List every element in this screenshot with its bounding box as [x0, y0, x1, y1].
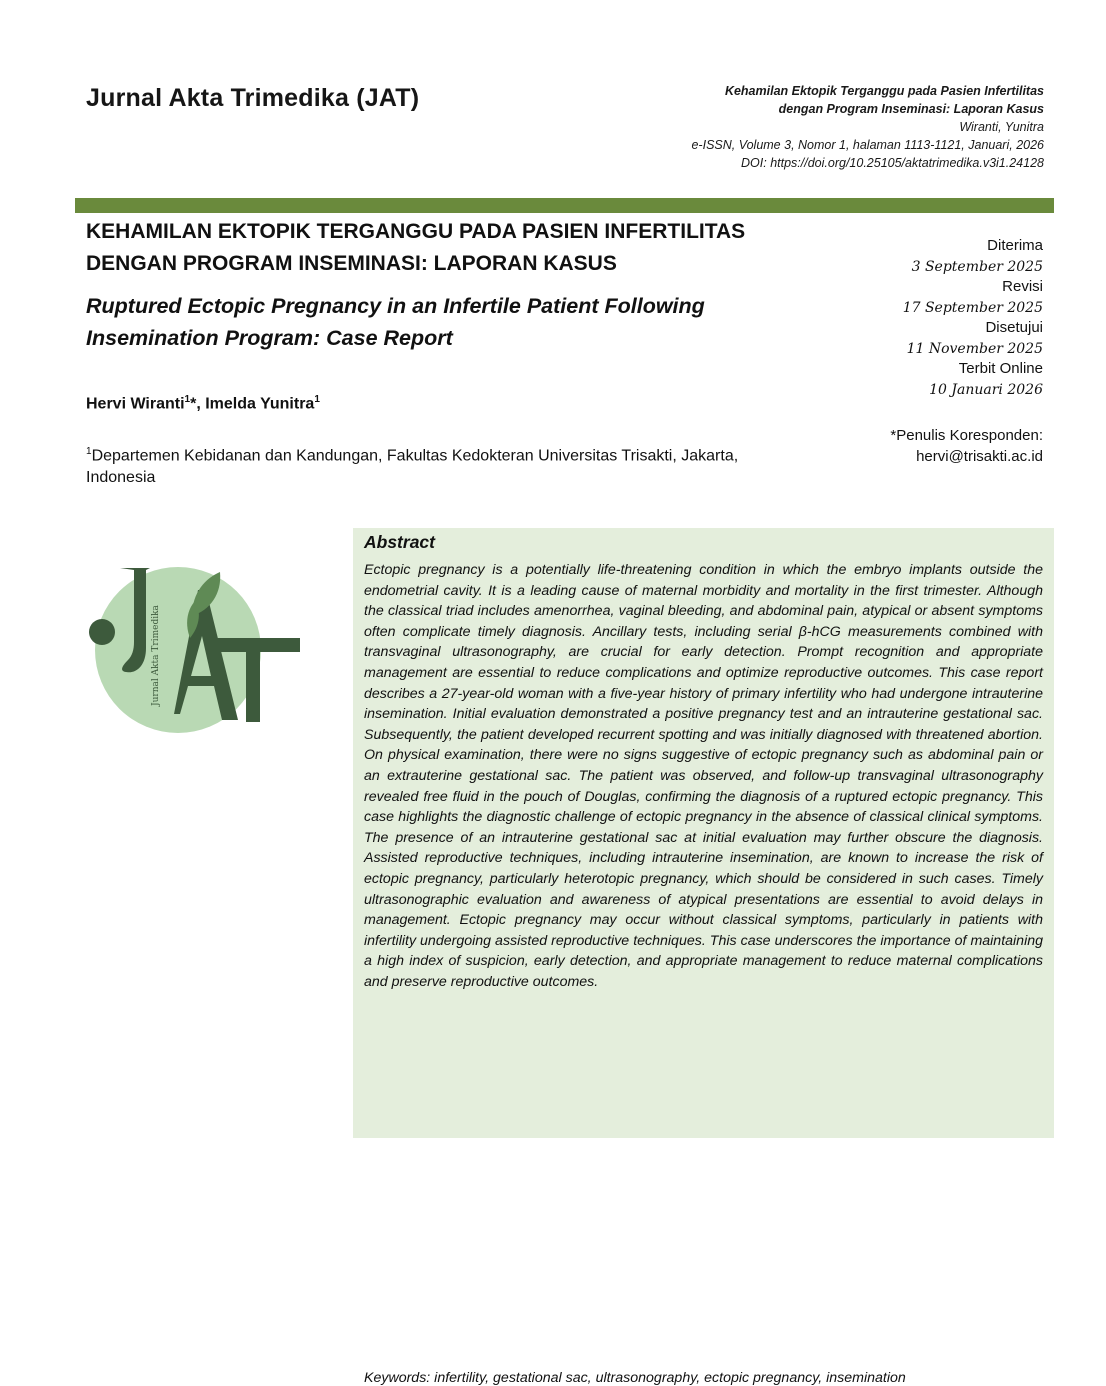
title-english-line2: Insemination Program: Case Report — [86, 326, 453, 350]
affiliation-mark: 1 — [86, 446, 92, 457]
title-indonesian — [86, 216, 806, 280]
doi-link[interactable]: DOI: https://doi.org/10.25105/aktatrimedika.v3i1.24128 — [741, 156, 1044, 170]
running-authors: Wiranti, Yunitra — [959, 120, 1044, 134]
title-indonesian-line1: KEHAMILAN EKTOPIK TERGANGGU PADA PASIEN INFERTILITAS — [86, 220, 746, 243]
author-2-name: Imelda Yunitra — [205, 395, 315, 413]
abstract-keywords: Keywords: infertility, gestational sac, ultrasonography, ectopic pregnancy, insemination — [364, 1370, 906, 1386]
author-separator: , — [196, 395, 206, 413]
issue-info: e-ISSN, Volume 3, Nomor 1, halaman 1113-1121, Januari, 2026 — [691, 138, 1044, 152]
running-head — [524, 82, 1044, 172]
running-title-line1: Kehamilan Ektopik Terganggu pada Pasien Infertilitas — [724, 84, 1044, 98]
received-label: Diterima — [987, 237, 1043, 254]
received-date: 3 September 2025 — [911, 258, 1043, 275]
correspondence — [783, 425, 1043, 467]
author-1-affiliation-mark: 1 — [184, 394, 191, 405]
abstract-text: Ectopic pregnancy is a potentially life-threatening condition in which the embryo implants outside the endometrial cavity. It is a leading cause of maternal morbidity and mortality in the first trimester. Although the classical triad includes amenorrhea, vaginal bleeding, and abdominal pain, atypical or absent symptoms often complicate timely diagnosis. Ancillary tests, including serial β-hCG measurements combined with transvaginal ultrasonography, are crucial for early detection. Prompt recognition and appropriate management are essential to reduce complications and optimize reproductive outcomes. This case report describes a 27-year-old woman with a five-year history of primary infertility who had undergone intrauterine insemination. Initial evaluation demonstrated a positive pregnancy test and an intrauterine gestational sac. Subsequently, the patient developed recurrent spotting and was initially diagnosed with threatened abortion. On physical examination, there were no signs suggestive of ectopic pregnancy such as abdominal pain or an extrauterine gestational sac. The patient was observed, and follow-up transvaginal ultrasonography revealed free fluid in the pouch of Douglas, confirming the diagnosis of a ruptured ectopic pregnancy. This case highlights the diagnostic challenge of ectopic pregnancy in the absence of classical clinical symptoms. The presence of an intrauterine gestational sac at initial evaluation may further obscure the diagnosis. Assisted reproductive techniques, including intrauterine insemination, are known to increase the risk of ectopic pregnancy, particularly heterotopic pregnancy, which should be considered in such cases. Timely ultrasonographic evaluation and awareness of atypical presentations are essential to avoid delays in management. Ectopic pregnancy may occur without classical symptoms, particularly in patients with infertility undergoing assisted reproductive techniques. This case underscores the importance of maintaining a high index of suspicion, early detection, and appropriate management to reduce maternal complications and preserve reproductive outcomes. — [364, 562, 1043, 990]
accepted-date: 11 November 2025 — [906, 340, 1043, 357]
correspondence-email[interactable]: hervi@trisakti.ac.id — [916, 448, 1043, 465]
revised-label: Revisi — [1002, 278, 1043, 295]
abstract-heading: Abstract — [364, 532, 435, 552]
affiliation-line1: Departemen Kebidanan dan Kandungan, Fakultas Kedokteran Universitas Trisakti, Jakarta, — [91, 447, 739, 465]
title-english-line1: Ruptured Ectopic Pregnancy in an Infertile Patient Following — [86, 294, 705, 318]
running-title-line2: dengan Program Inseminasi: Laporan Kasus — [778, 102, 1044, 116]
revised-date: 17 September 2025 — [902, 299, 1043, 316]
journal-name: Jurnal Akta Trimedika (JAT) — [86, 84, 420, 112]
author-1-name: Hervi Wiranti — [86, 395, 185, 413]
title-english — [86, 290, 806, 354]
accepted-label: Disetujui — [985, 319, 1043, 336]
logo-j-dot — [89, 619, 115, 645]
online-date: 10 Januari 2026 — [929, 381, 1043, 398]
journal-logo — [88, 556, 304, 738]
author-2-affiliation-mark: 1 — [314, 394, 320, 405]
header-divider — [75, 198, 1054, 213]
online-label: Terbit Online — [958, 360, 1043, 377]
logo-vertical-text: Jurnal Akta Trimedika — [151, 605, 161, 706]
article-dates — [803, 236, 1043, 400]
affiliation — [86, 441, 806, 489]
correspondence-label: *Penulis Koresponden: — [890, 427, 1043, 444]
affiliation-line2: Indonesia — [86, 469, 156, 487]
corresponding-author-mark: * — [190, 395, 197, 413]
title-indonesian-line2: DENGAN PROGRAM INSEMINASI: LAPORAN KASUS — [86, 252, 617, 275]
abstract-box — [353, 528, 1054, 1386]
author-list — [86, 394, 320, 413]
